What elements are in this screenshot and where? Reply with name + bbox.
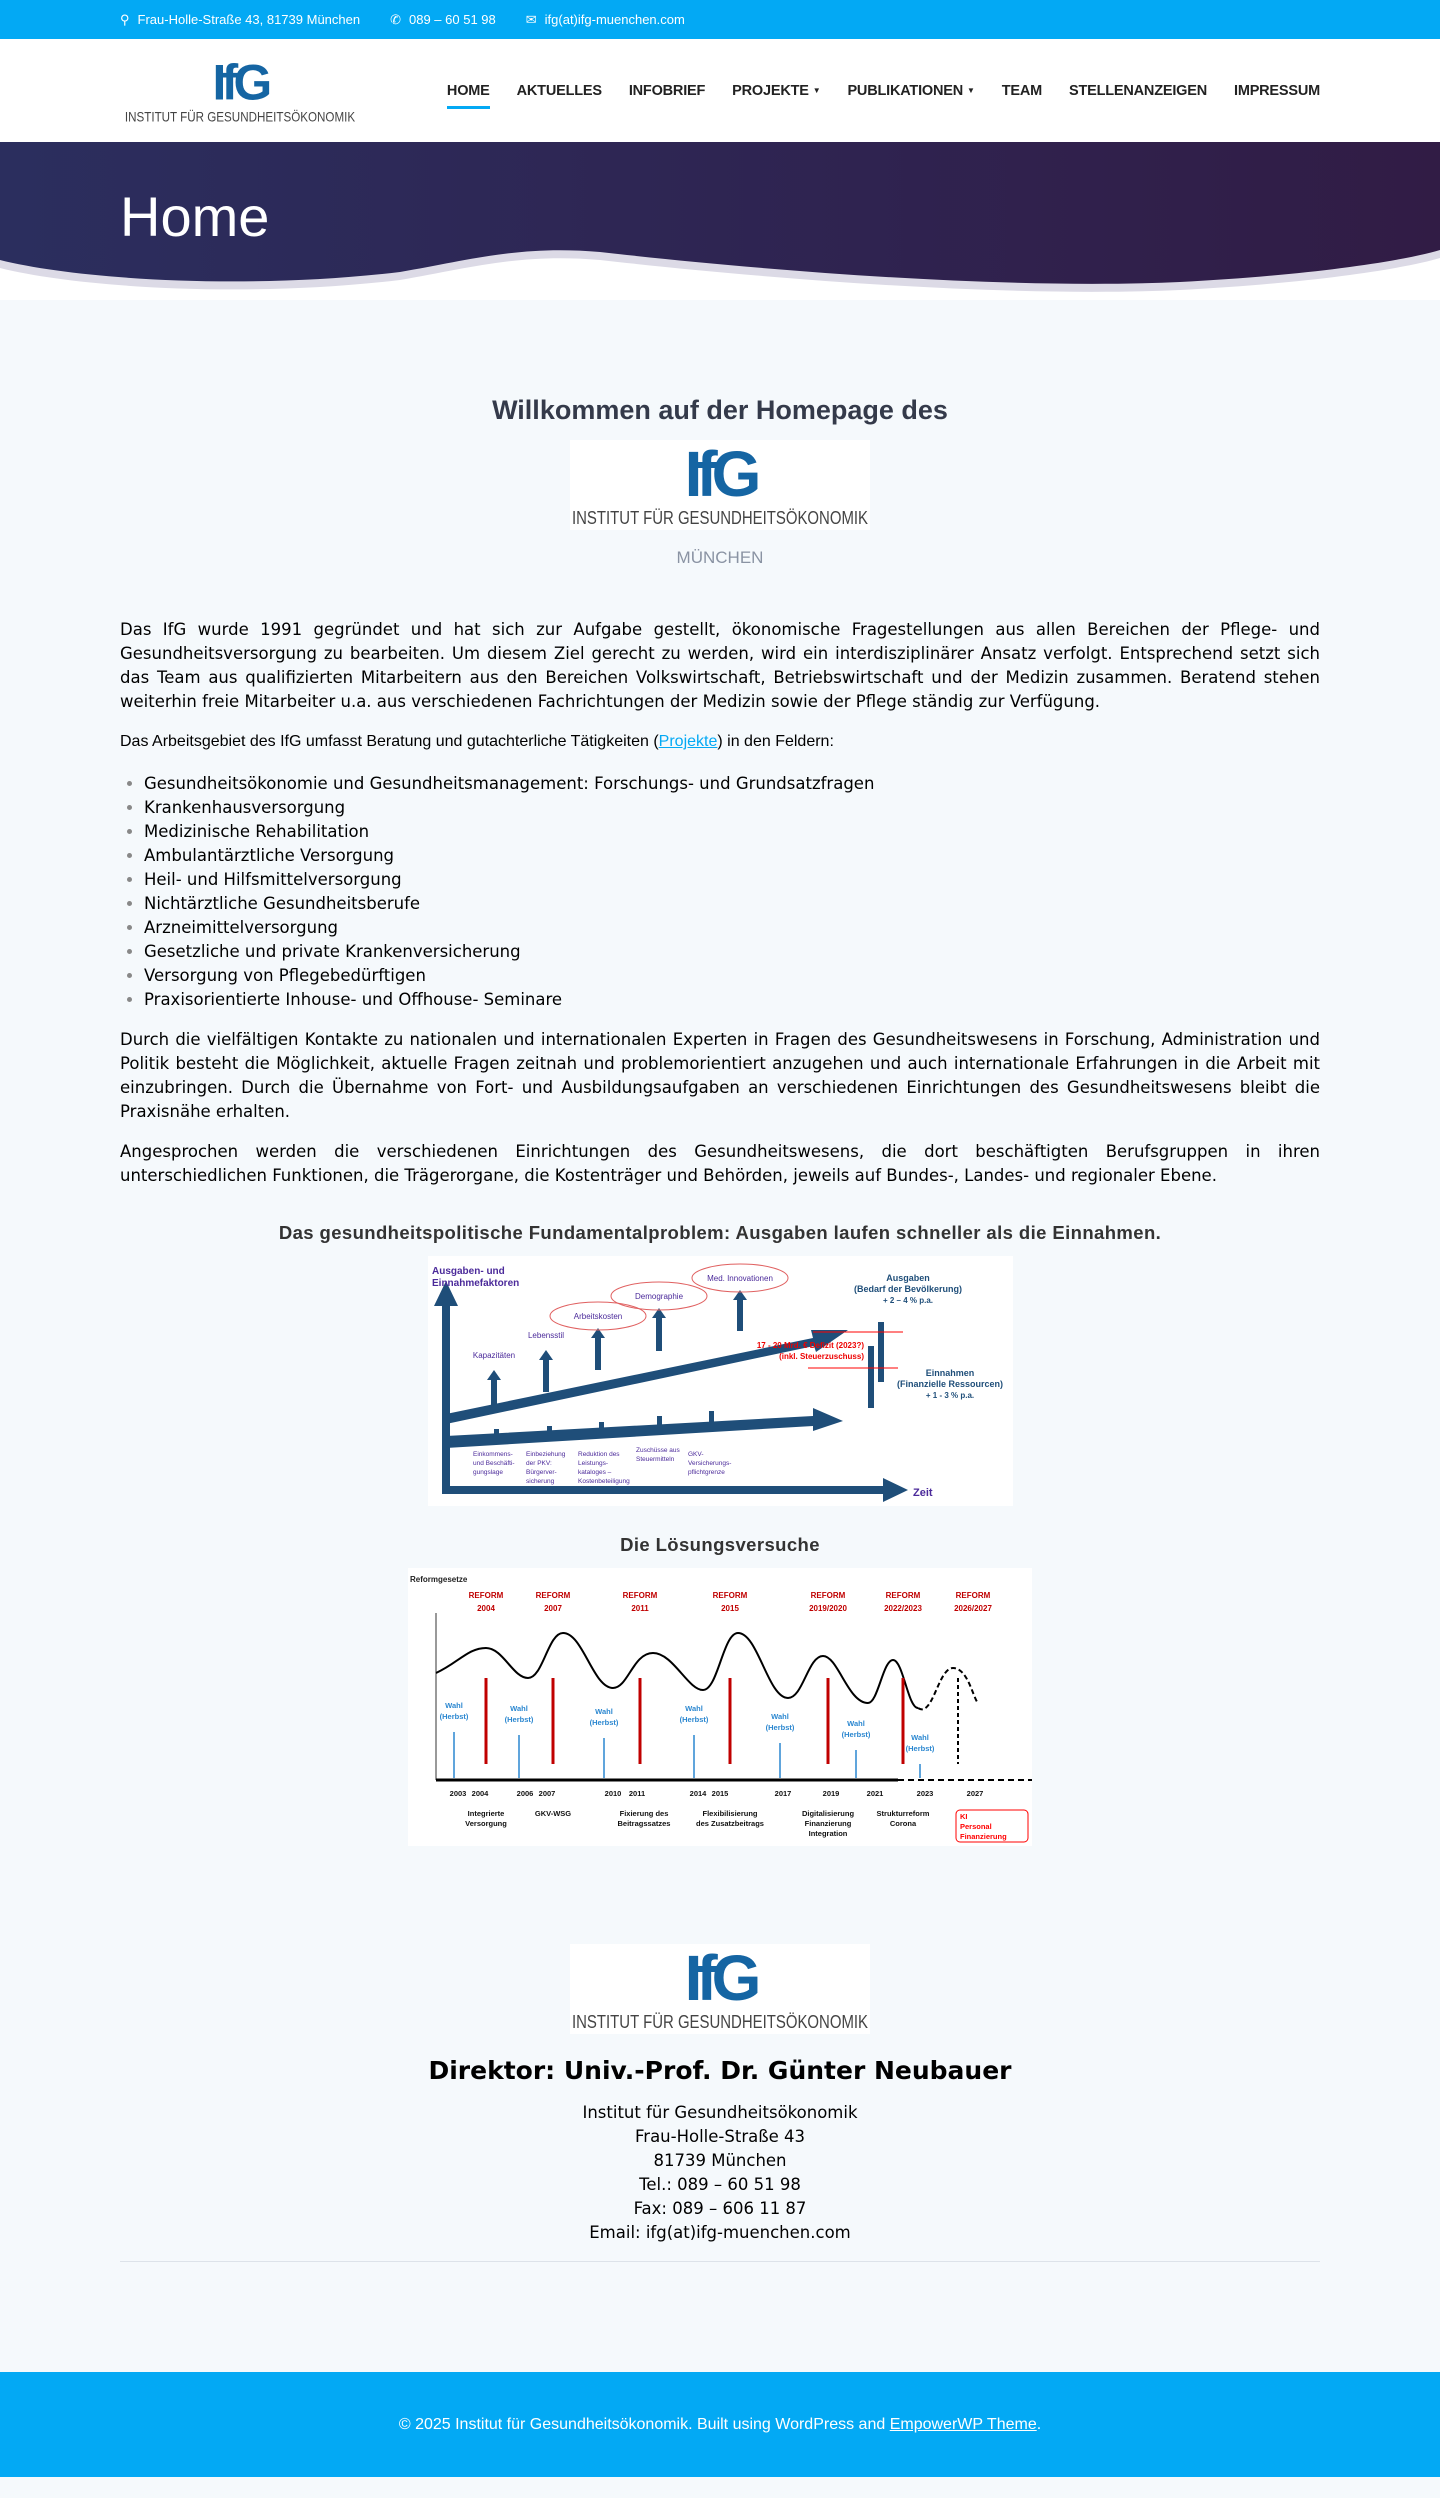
timeline-label: REFORM (535, 1591, 571, 1600)
menu-projekte[interactable]: PROJEKTE ▼ (732, 82, 821, 99)
field-item: • Arzneimittelversorgung (144, 916, 1320, 940)
hero-wave (0, 240, 1440, 300)
timeline-label: (Herbst) (439, 1712, 469, 1721)
phone-icon: ✆ (390, 11, 401, 27)
address-item: ⚲ Frau-Holle-Straße 43, 81739 München (120, 11, 361, 27)
timeline-label: 2010 (604, 1789, 622, 1798)
timeline-label: Reformgesetze (410, 1575, 468, 1584)
solutions-heading: Die Lösungsversuche (620, 1534, 820, 1555)
factor-arrow (547, 1426, 552, 1438)
diagram-label: Ausgaben (885, 1273, 930, 1283)
timeline-label: REFORM (810, 1591, 846, 1600)
diagram-label: Steuermitteln (635, 1456, 674, 1463)
timeline-label: 2019/2020 (809, 1604, 847, 1613)
timeline-label: REFORM (955, 1591, 991, 1600)
caret-down-icon: ▼ (967, 85, 975, 95)
diagram-label: + 2 – 4 % p.a. (882, 1296, 933, 1305)
timeline-label: (Herbst) (504, 1715, 534, 1724)
site-logo[interactable] (120, 54, 403, 126)
timeline-label: Finanzierung (960, 1832, 1007, 1841)
page-title: Home (120, 185, 270, 248)
factor-arrow (595, 1336, 601, 1370)
page-hero (0, 142, 1440, 300)
timeline-label: 2015 (711, 1789, 729, 1798)
main-content (120, 300, 1320, 2262)
field-item: • Medizinische Rehabilitation (144, 820, 1320, 844)
diagram-label: sicherung (525, 1478, 554, 1485)
timeline-label: Beitragssatzes (617, 1819, 671, 1828)
field-item: • Nichtärztliche Gesundheitsberufe (144, 892, 1320, 916)
diagram-label: kataloges – (577, 1469, 611, 1476)
timeline-label: 2014 (689, 1789, 707, 1798)
theme-link[interactable]: EmpowerWP Theme (889, 2415, 1037, 2433)
intro-paragraph: Das IfG wurde 1991 gegründet und hat sich zur Aufgabe gestellt, ökonomische Fragestellungen aus allen Bereichen der Pflege- und Gesundheitsversorgung zu bearbeiten. Um diesem Ziel gerecht zu werden, wird ein interdisziplinärer Ansatz verfolgt. Entsprechend setzt sich das Team aus qualifizierten Mitarbeitern aus den Bereichen Volkswirtschaft, Betriebswirtschaft und der Medizin zusammen. Beratend stehen weiterhin freie Mitarbeiter u.a. aus verschiedenen Fachrichtungen der Medizin sowie der Pflege ständig zur Verfügung. (120, 620, 1320, 711)
diagram-label: Einnahmen (925, 1368, 974, 1378)
divider (120, 2261, 1320, 2262)
fields-intro: Das Arbeitsgebiet des IfG umfasst Beratung und gutachterliche Tätigkeiten (Projekte) in den Feldern: (120, 733, 834, 750)
timeline-label: Integration (808, 1829, 848, 1838)
timeline-label: (Herbst) (841, 1730, 871, 1739)
email-item[interactable]: ✉ ifg(at)ifg-muenchen.com (525, 11, 685, 27)
svg-text:IfG: IfG (684, 438, 756, 510)
timeline-label: 2021 (866, 1789, 884, 1798)
address-line: Tel.: 089 – 60 51 98 (639, 2175, 801, 2194)
ifg-logo-bottom (570, 1944, 870, 2034)
address-line: Email: ifg(at)ifg-muenchen.com (589, 2223, 851, 2242)
timeline-label: 2015 (721, 1604, 739, 1613)
timeline-label: 2006 (516, 1789, 534, 1798)
fields-list (144, 772, 1320, 1012)
diagram-label: (Finanzielle Ressourcen) (896, 1379, 1003, 1389)
timeline-label: 2007 (538, 1789, 556, 1798)
timeline-label: 2004 (477, 1604, 495, 1613)
field-item: • Gesundheitsökonomie und Gesundheitsmanagement: Forschungs- und Grundsatzfragen (144, 772, 1320, 796)
factor-arrow (543, 1358, 549, 1392)
diagram-label: gungslage (472, 1469, 503, 1476)
diagram-label: Einbeziehung (525, 1451, 565, 1458)
timeline-label: (Herbst) (589, 1718, 619, 1727)
main-menu (447, 77, 1320, 105)
diagram-label: Reduktion des (577, 1451, 620, 1458)
city-label: MÜNCHEN (676, 548, 764, 567)
svg-text:IfG: IfG (212, 54, 268, 111)
timeline-label: Wahl (685, 1704, 703, 1713)
diagram-label: Leistungs- (577, 1460, 608, 1467)
timeline-label: KI (960, 1812, 968, 1821)
diagram-label: Zeit (912, 1487, 933, 1499)
phone-item[interactable]: ✆ 089 – 60 51 98 (390, 11, 496, 27)
svg-text:INSTITUT FÜR GESUNDHEITSÖKONOM: INSTITUT FÜR GESUNDHEITSÖKONOMIK (124, 107, 403, 124)
timeline-label: REFORM (885, 1591, 921, 1600)
arrow-head (487, 1370, 501, 1380)
welcome-heading: Willkommen auf der Homepage des (492, 395, 948, 425)
projekte-link[interactable]: Projekte (658, 733, 718, 750)
timeline-label: Corona (889, 1819, 917, 1828)
svg-text:INSTITUT FÜR GESUNDHEITSÖKONOM: INSTITUT FÜR GESUNDHEITSÖKONOMIK (572, 2012, 868, 2032)
gap-arrow (878, 1322, 884, 1382)
field-item: • Versorgung von Pflegebedürftigen (144, 964, 1320, 988)
director-heading: Direktor: Univ.-Prof. Dr. Günter Neubauer (428, 2056, 1012, 2085)
timeline-label: 2007 (544, 1604, 562, 1613)
gap-arrow (868, 1346, 874, 1408)
contact-address (120, 2101, 1320, 2245)
diagram-label: Lebensstil (527, 1331, 564, 1340)
address-line: Fax: 089 – 606 11 87 (633, 2199, 807, 2218)
caret-down-icon: ▼ (812, 85, 821, 95)
timeline-label: (Herbst) (679, 1715, 709, 1724)
address-line: 81739 München (653, 2151, 787, 2170)
diagram-label: Bürgerver- (525, 1469, 557, 1476)
factor-arrow (491, 1378, 497, 1406)
menu-infobrief[interactable]: INFOBRIEF (628, 82, 706, 99)
diagram-label: Einkommens- (472, 1451, 513, 1458)
timeline-label: Finanzierung (804, 1819, 852, 1828)
diagram-label: Einnahmefaktoren (431, 1278, 519, 1289)
income-arrow (446, 1408, 843, 1448)
diagram-label: Kostenbeteiligung (577, 1478, 630, 1485)
diagram-label: und Beschäfti- (472, 1460, 515, 1467)
timeline-label: REFORM (712, 1591, 748, 1600)
timeline-label: REFORM (468, 1591, 504, 1600)
field-item: • Ambulantärztliche Versorgung (144, 844, 1320, 868)
timeline-label: GKV-WSG (534, 1809, 572, 1818)
field-item: • Krankenhausversorgung (144, 796, 1320, 820)
fundamental-problem-diagram (428, 1256, 1013, 1506)
diagram-label: Arbeitskosten (573, 1312, 622, 1321)
timeline-label: Wahl (771, 1712, 789, 1721)
menu-aktuelles[interactable]: AKTUELLES (516, 82, 602, 99)
field-item: • Praxisorientierte Inhouse- und Offhouse- Seminare (144, 988, 1320, 1012)
timeline-label: des Zusatzbeitrags (696, 1819, 764, 1828)
diagram-label: Versicherungs- (687, 1460, 731, 1467)
menu-home[interactable]: HOME (447, 77, 490, 105)
factor-arrow (599, 1422, 604, 1434)
menu-publikationen[interactable]: PUBLIKATIONEN ▼ (847, 82, 975, 99)
svg-text:INSTITUT FÜR GESUNDHEITSÖKONOM: INSTITUT FÜR GESUNDHEITSÖKONOMIK (572, 508, 868, 528)
factor-arrow (709, 1411, 714, 1423)
diagram-label: Kapazitäten (472, 1351, 515, 1360)
main-header (0, 39, 1440, 142)
diagram-label: (Bedarf der Bevölkerung) (853, 1284, 962, 1294)
diagram-label: pflichtgrenze (687, 1469, 725, 1476)
timeline-label: (Herbst) (765, 1723, 795, 1732)
timeline-label: 2004 (471, 1789, 489, 1798)
factor-arrow (656, 1316, 662, 1351)
diagram-label: + 1 - 3 % p.a. (925, 1391, 974, 1400)
factor-arrow (494, 1429, 499, 1441)
factor-arrow (657, 1416, 662, 1428)
ifg-logo (570, 440, 870, 530)
timeline-label: Fixierung des (619, 1809, 669, 1818)
diagram-label: Zuschüsse aus (635, 1447, 680, 1454)
diagram-label: Med. Innovationen (706, 1274, 773, 1283)
contacts-paragraph: Durch die vielfältigen Kontakte zu nationalen und internationalen Experten in Fragen des Gesundheitswesens in Forschung, Administration und Politik besteht die Möglichkeit, aktuelle Fragen zeitnah und problemorientiert anzugehen und auch internationale Erfahrungen in die Arbeit mit einzubringen. Durch die Übernahme von Fort- und Ausbildungsaufgaben an verschiedenen Einrichtungen des Gesundheitswesens bleibt die Praxisnähe erhalten. (120, 1030, 1320, 1121)
svg-text:IfG: IfG (684, 1942, 756, 2014)
timeline-label: 2027 (966, 1789, 984, 1798)
timeline-label: Wahl (911, 1733, 929, 1742)
timeline-label: Integrierte (467, 1809, 505, 1818)
timeline-label: 2011 (631, 1604, 649, 1613)
problem-heading: Das gesundheitspolitische Fundamentalproblem: Ausgaben laufen schneller als die Einnahmen. (278, 1222, 1162, 1243)
footer: © 2025 Institut für Gesundheitsökonomik. Built using WordPress and EmpowerWP Theme . (0, 2372, 1440, 2477)
timeline-label: 2011 (628, 1789, 646, 1798)
arrow-head (539, 1350, 553, 1360)
timeline-label: Digitalisierung (801, 1809, 855, 1818)
timeline-label: REFORM (622, 1591, 658, 1600)
field-item: • Gesetzliche und private Krankenversicherung (144, 940, 1320, 964)
envelope-icon: ✉ (525, 11, 537, 27)
timeline-label: 2019 (822, 1789, 840, 1798)
top-contact-bar (0, 0, 1440, 39)
timeline-label: Wahl (847, 1719, 865, 1728)
menu-stellenanzeigen[interactable]: STELLENANZEIGEN (1069, 82, 1207, 99)
field-item: • Heil- und Hilfsmittelversorgung (144, 868, 1320, 892)
diagram-label: Demographie (634, 1292, 683, 1301)
timeline-label: 2026/2027 (954, 1604, 992, 1613)
address-line: Frau-Holle-Straße 43 (635, 2127, 805, 2146)
map-pin-icon: ⚲ (120, 11, 130, 27)
reform-curve (436, 1633, 918, 1708)
timeline-label: Strukturreform (876, 1809, 930, 1818)
diagram-label: 17 - 20 Mrd. € Defizit (2023?) (756, 1341, 864, 1350)
timeline-label: 2023 (916, 1789, 934, 1798)
timeline-label: 2022/2023 (884, 1604, 922, 1613)
timeline-label: Flexibilisierung (702, 1809, 758, 1818)
timeline-label: Wahl (595, 1707, 613, 1716)
diagram-label: Ausgaben- und (431, 1266, 505, 1277)
diagram-label: GKV- (687, 1451, 704, 1458)
menu-team[interactable]: TEAM (1001, 82, 1042, 99)
axis-arrow (434, 1281, 908, 1502)
timeline-label: 2017 (774, 1789, 792, 1798)
diagram-label: der PKV: (525, 1460, 552, 1467)
timeline-label: 2003 (449, 1789, 467, 1798)
timeline-label: Versorgung (465, 1819, 507, 1828)
reform-timeline-diagram (408, 1568, 1032, 1846)
address-line: Institut für Gesundheitsökonomik (582, 2103, 858, 2122)
timeline-label: Wahl (510, 1704, 528, 1713)
audience-paragraph: Angesprochen werden die verschiedenen Einrichtungen des Gesundheitswesens, die dort beschäftigten Berufsgruppen in ihren unterschiedlichen Funktionen, die Trägerorgane, die Kostenträger und Behörden, jeweils auf Bundes-, Landes- und regionaler Ebene. (120, 1142, 1320, 1185)
timeline-label: Wahl (445, 1701, 463, 1710)
timeline-label: Personal (960, 1822, 992, 1831)
timeline-label: (Herbst) (905, 1744, 935, 1753)
factor-arrow (737, 1298, 743, 1331)
menu-impressum[interactable]: IMPRESSUM (1233, 82, 1320, 99)
diagram-label: (inkl. Steuerzuschuss) (778, 1352, 864, 1361)
future-curve (918, 1668, 978, 1709)
